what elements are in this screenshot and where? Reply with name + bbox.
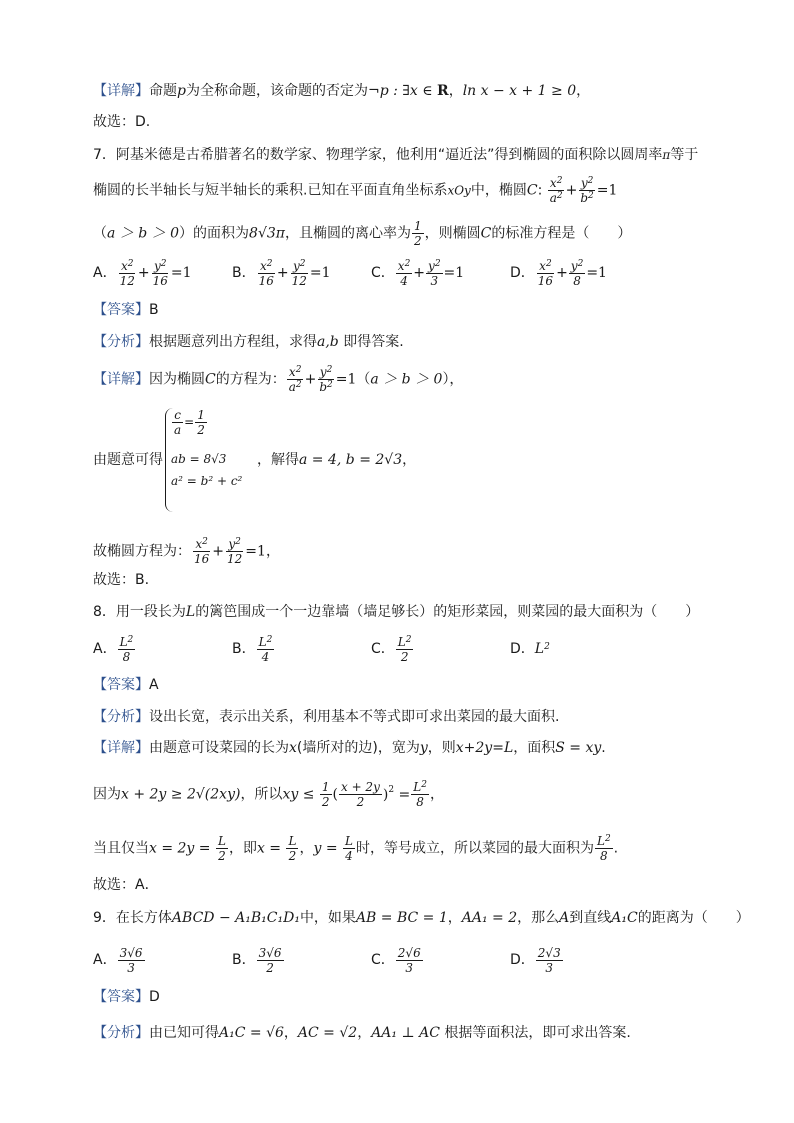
q7-option-b: B． $\frac{x^2}{16}$ + $\frac{y^2}{12}$ =1 [232,258,331,288]
q9-analysis-line: 【分析】由已知可得A₁C = √6，AC = √2，AA₁ ⊥ AC 根据等面积法，即可求出答案. [93,1025,631,1041]
detail-label: 【详解】 [93,740,149,756]
system-row-ratio: $\frac{c}{a}$ = $\frac{1}{2}$ [174,408,205,437]
system-row-relation: a² = b² + c² [171,474,243,488]
q8-inequality-line: 因为x + 2y ≥ 2√(2xy)，所以xy ≤ $\frac{1}{2}$ ( $\frac{x + 2y}{2}$ )$^2$ = $\frac{L^2}{8}$ ， [93,780,444,809]
q8-equality-line: 当且仅当x = 2y = $\frac{L}{2}$ ，即x = $\frac{L}{2}$ ，y = $\frac{L}{4}$ 时，等号成立，所以菜园的最大面积为 $\frac{L^2}{8}$ . [93,834,619,863]
q9-option-b: B． $\frac{3√6}{2}$ [232,945,282,975]
analysis-label: 【分析】 [93,1025,149,1041]
q7-stem-line1: 7．阿基米德是古希腊著名的数学家、物理学家，他利用“逼近法”得到椭圆的面积除以圆周率π等于 [93,147,699,163]
q7-equation-system: 由题意可得 $\frac{c}{a}$ = $\frac{1}{2}$ ab = 8√3 a² = b² + c² ，解得a = 4, b = 2√3， [93,408,413,514]
q6-detail-line: 【详解】命题p为全称命题，该命题的否定为¬p : ∃x ∈ R，ln x − x + 1 ≥ 0， [93,83,591,99]
q7-conclusion-line: 故椭圆方程为： $\frac{x^2}{16}$ + $\frac{y^2}{12}$ =1， [93,537,280,566]
detail-label: 【详解】 [93,371,149,388]
q8-option-a: A． $\frac{L^2}{8}$ [93,634,134,664]
system-row-product: ab = 8√3 [171,452,227,466]
q7-option-a: A． $\frac{x^2}{12}$ + $\frac{y^2}{16}$ =1 [93,258,192,288]
answer-label: 【答案】 [93,677,149,693]
q7-answer-line: 【答案】B [93,302,159,318]
ellipse-y-term: $\frac{y^2}{b^2}$ [580,176,594,205]
q7-stem-line2: 椭圆的长半轴长与短半轴长的乘积.已知在平面直角坐标系xOy中，椭圆C: $\frac{x^2}{a^2}$ + $\frac{y^2}{b^2}$ =1 [93,176,618,205]
q8-option-c: C． $\frac{L^2}{2}$ [371,634,412,664]
eccentricity-fraction: $\frac{1}{2}$ [413,219,422,248]
q8-choose-line: 故选：A． [93,877,159,893]
q8-option-d: D．$L^2$ [510,641,550,657]
q8-answer-line: 【答案】A [93,677,159,693]
q7-option-c: C． $\frac{x^2}{4}$ + $\frac{y^2}{3}$ =1 [371,258,465,288]
q7-analysis-line: 【分析】根据题意列出方程组，求得a,b 即得答案. [93,334,404,350]
answer-label: 【答案】 [93,989,149,1005]
q7-detail-line: 【详解】因为椭圆C的方程为： $\frac{x^2}{a^2}$ + $\frac{y^2}{b^2}$ =1（a ＞ b ＞ 0）， [93,365,464,394]
q8-detail-line: 【详解】由题意可设菜园的长为x(墙所对的边)，宽为y，则x+2y=L，面积S = xy. [93,740,606,756]
q8-analysis-line: 【分析】设出长宽，表示出关系，利用基本不等式即可求出菜园的最大面积. [93,709,560,725]
answer-label: 【答案】 [93,302,149,318]
analysis-label: 【分析】 [93,334,149,350]
q7-stem-line3: （a ＞ b ＞ 0）的面积为8√3π，且椭圆的离心率为 $\frac{1}{2}$ ，则椭圆C的标准方程是（ ） [93,219,632,248]
ellipse-x-term: $\frac{x^2}{a^2}$ [549,176,563,205]
q8-option-b: B． $\frac{L^2}{4}$ [232,634,273,664]
q8-stem-line: 8．用一段长为L的篱笆围成一个一边靠墙（墙足够长）的矩形菜园，则菜园的最大面积为（ ） [93,604,700,620]
q7-choose-line: 故选：B. [93,572,150,588]
analysis-label: 【分析】 [93,709,149,725]
q7-option-d: D． $\frac{x^2}{16}$ + $\frac{y^2}{8}$ =1 [510,258,607,288]
q9-option-d: D． $\frac{2√3}{3}$ [510,945,561,975]
q9-stem-line: 9．在长方体ABCD − A₁B₁C₁D₁中，如果AB = BC = 1，AA₁ = 2，那么A到直线A₁C的距离为（ ） [93,910,750,926]
q9-answer-line: 【答案】D [93,989,160,1005]
system-solution: ，解得a = 4, b = 2√3， [257,452,417,468]
q6-choose-line: 故选：D. [93,114,151,130]
q9-option-c: C． $\frac{2√6}{3}$ [371,945,421,975]
detail-label: 【详解】 [93,83,149,99]
q9-option-a: A． $\frac{3√6}{3}$ [93,945,143,975]
